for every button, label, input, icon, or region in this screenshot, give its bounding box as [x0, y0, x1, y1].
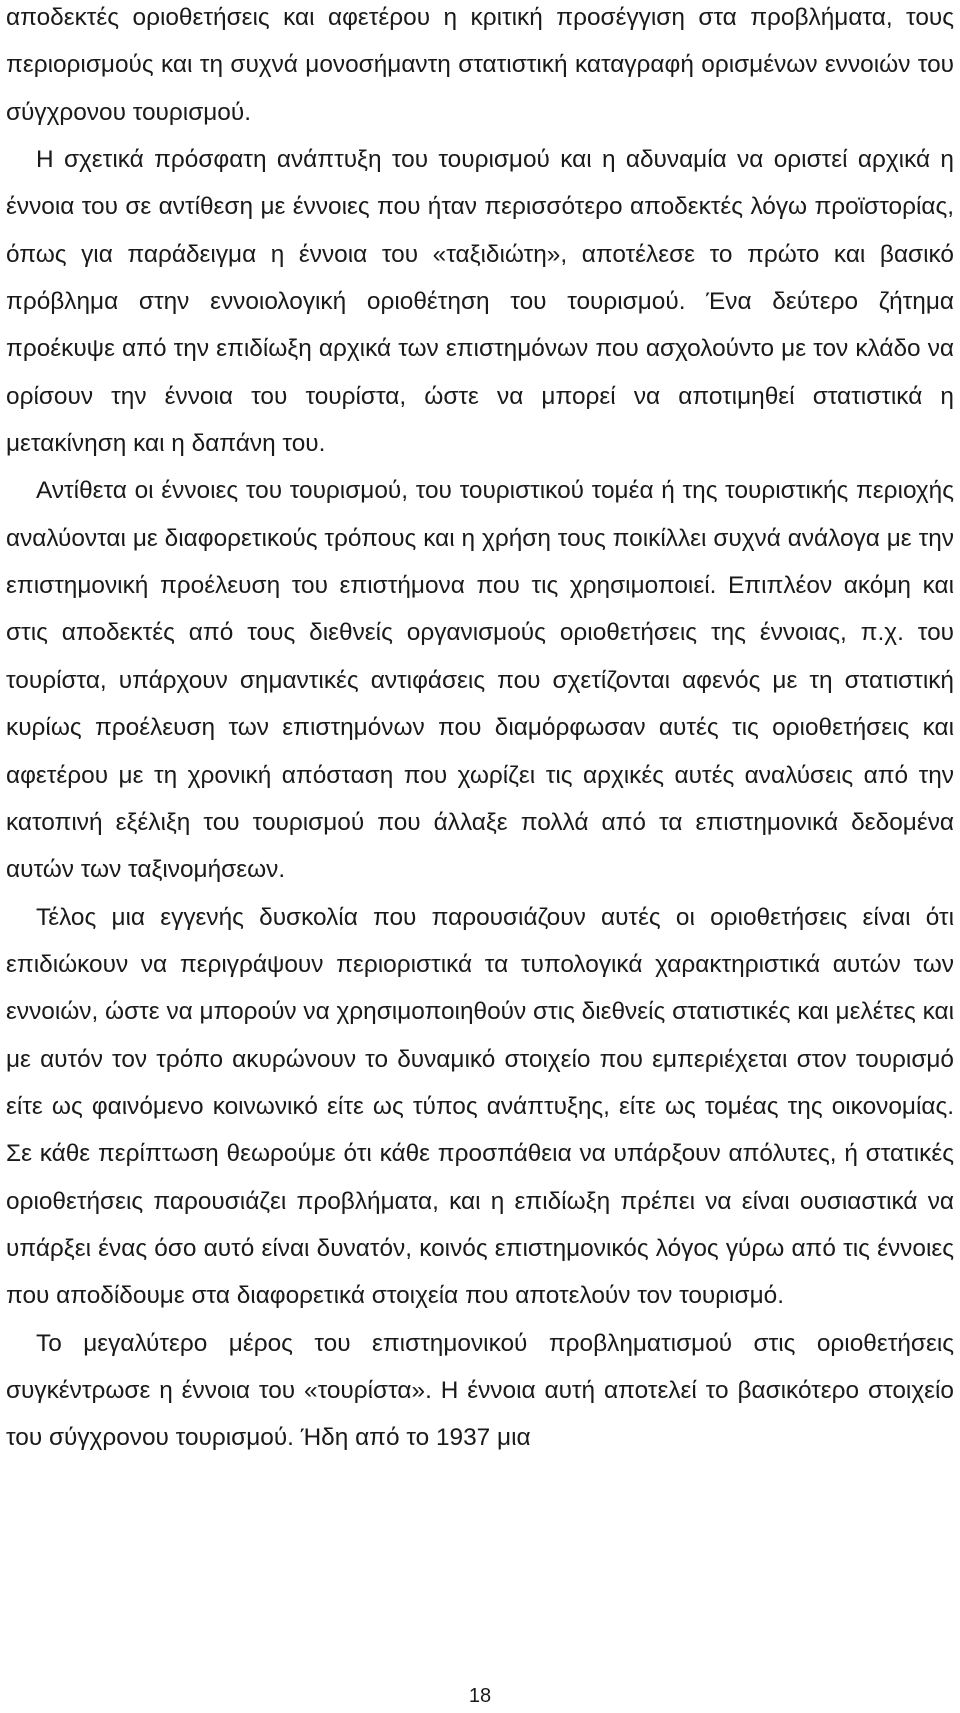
paragraph-continuation: αποδεκτές οριοθετήσεις και αφετέρου η κριτική προσέγγιση στα προβλήματα, τους περιορισμούς και τη συχνά μονοσήμαντη στατιστική καταγραφή ορισμένων εννοιών του σύγχρονου τουρισμού. [6, 4, 954, 126]
paragraph: Το μεγαλύτερο μέρος του επιστημονικού προβληματισμού στις οριοθετήσεις συγκέντρωσε η έννοια του «τουρίστα». Η έννοια αυτή αποτελεί το βασικότερο στοιχείο του σύγχρονου τουρισμού. Ήδη από το 1937 μια [6, 1329, 954, 1452]
paragraph: Αντίθετα οι έννοιες του τουρισμού, του τουριστικού τομέα ή της τουριστικής περιοχής αναλύονται με διαφορετικούς τρόπους και η χρήση τους ποικίλλει συχνά ανάλογα με την επιστημονική προέλευση του επιστήμονα που τις χρησιμοποιεί. Επιπλέον ακόμη και στις αποδεκτές από τους διεθνείς οργανισμούς οριοθετήσεις της έννοιας, π.χ. του τουρίστα, υπάρχουν σημαντικές αντιφάσεις που σχετίζονται αφενός με τη στατιστική κυρίως προέλευση των επιστημόνων που διαμόρφωσαν αυτές τις οριοθετήσεις και αφετέρου με τη χρονική απόσταση που χωρίζει τις αρχικές αυτές αναλύσεις από την κατοπινή εξέλιξη του τουρισμού που άλλαξε πολλά από τα επιστημονικά δεδομένα αυτών των ταξινομήσεων. [6, 477, 954, 884]
body-text [6, 0, 954, 1462]
page-number: 18 [468, 1685, 492, 1707]
paragraph: Τέλος μια εγγενής δυσκολία που παρουσιάζουν αυτές οι οριοθετήσεις είναι ότι επιδιώκουν να περιγράψουν περιοριστικά τα τυπολογικά χαρακτηριστικά αυτών των εννοιών, ώστε να μπορούν να χρησιμοποιηθούν στις διεθνείς στατιστικές και μελέτες και με αυτόν τον τρόπο ακυρώνουν το δυναμικό στοιχείο που εμπεριέχεται στον τουρισμό είτε ως φαινόμενο κοινωνικό είτε ως τύπος ανάπτυξης, είτε ως τομέας της οικονομίας. Σε κάθε περίπτωση θεωρούμε ότι κάθε προσπάθεια να υπάρξουν απόλυτες, ή στατικές οριοθετήσεις παρουσιάζει προβλήματα, και η επιδίωξη πρέπει να είναι ουσιαστικά να υπάρξει ένας όσο αυτό είναι δυνατόν, κοινός επιστημονικός λόγος γύρω από τις έννοιες που αποδίδουμε στα διαφορετικά στοιχεία που αποτελούν τον τουρισμό. [6, 903, 954, 1310]
paragraph: Η σχετικά πρόσφατη ανάπτυξη του τουρισμού και η αδυναμία να οριστεί αρχικά η έννοια του σε αντίθεση με έννοιες που ήταν περισσότερο αποδεκτές λόγω προϊστορίας, όπως για παράδειγμα η έννοια του «ταξιδιώτη», αποτέλεσε το πρώτο και βασικό πρόβλημα στην εννοιολογική οριοθέτηση του τουρισμού. Ένα δεύτερο ζήτημα προέκυψε από την επιδίωξη αρχικά των επιστημόνων που ασχολούντο με τον κλάδο να ορίσουν την έννοια του τουρίστα, ώστε να μπορεί να αποτιμηθεί στατιστικά η μετακίνηση και η δαπάνη του. [6, 146, 954, 458]
